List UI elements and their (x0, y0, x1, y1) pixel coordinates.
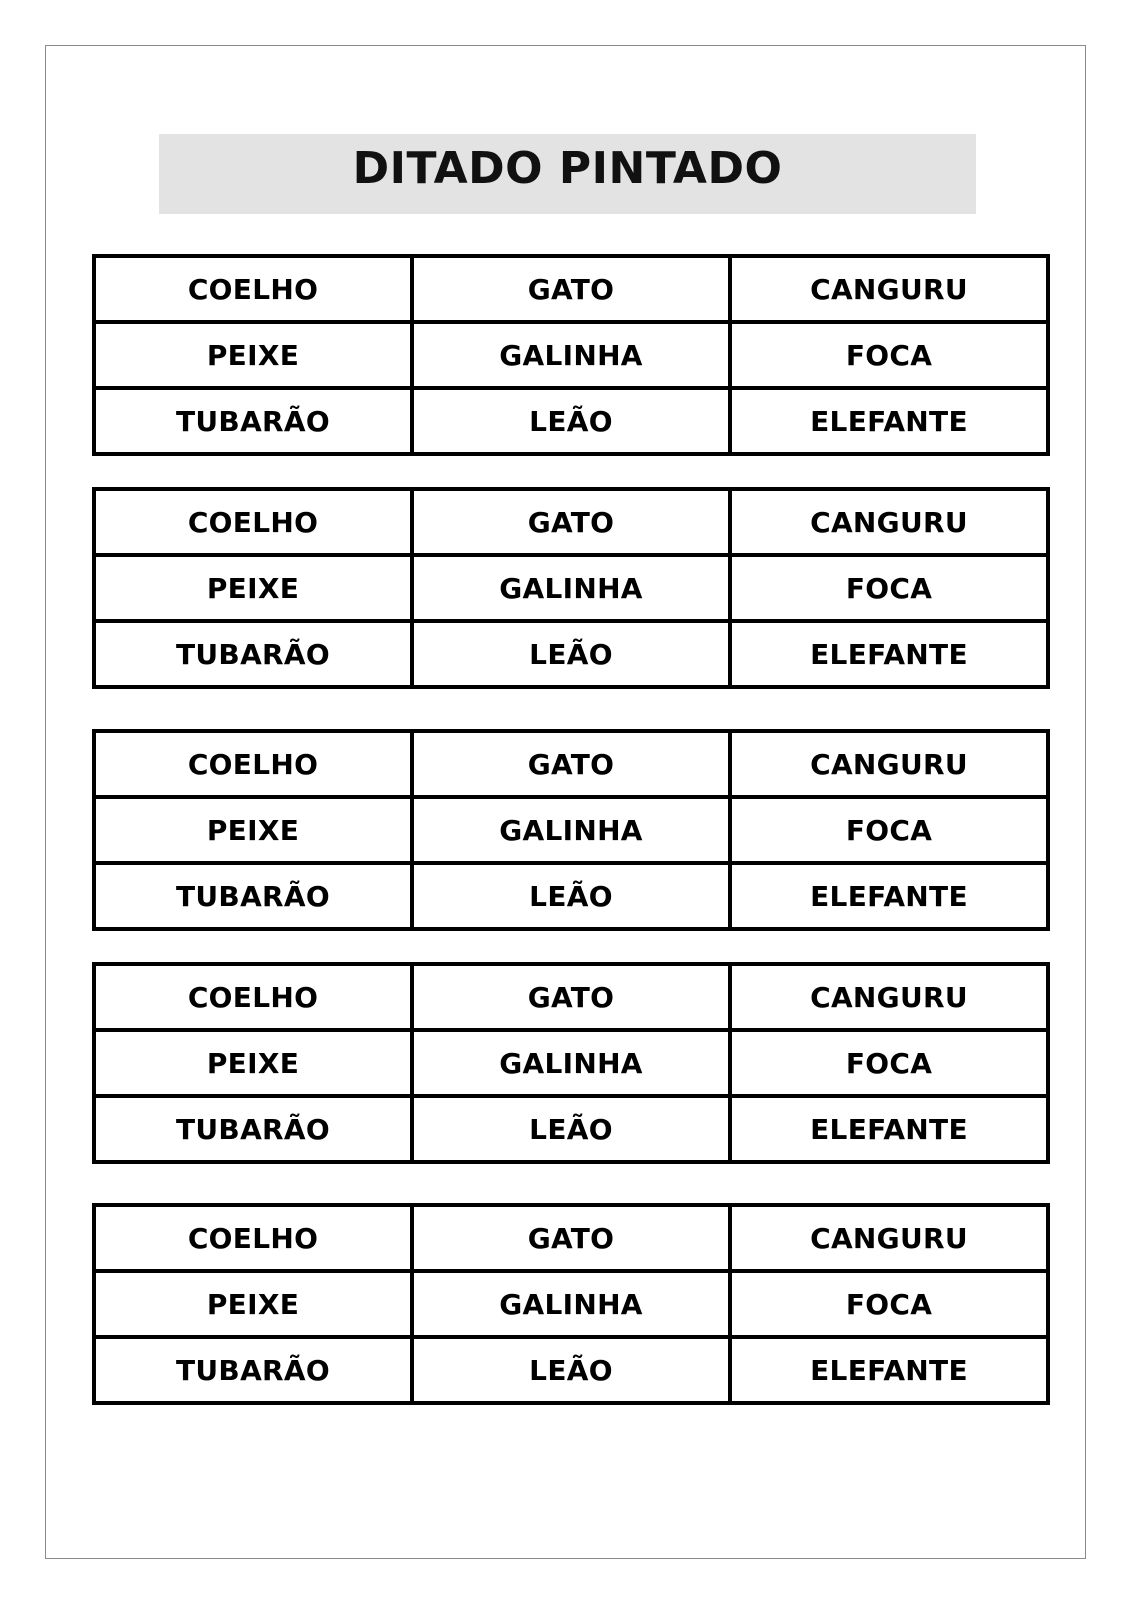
table-row (94, 388, 1048, 454)
page-title: DITADO PINTADO (352, 142, 783, 194)
word-cell: FOCA (730, 1271, 1048, 1337)
word-cell: GATO (412, 731, 730, 797)
table-row (94, 489, 1048, 555)
word-table-4 (92, 962, 1050, 1164)
table-row (94, 555, 1048, 621)
word-cell: FOCA (730, 1030, 1048, 1096)
word-cell: CANGURU (730, 489, 1048, 555)
word-cell: PEIXE (94, 322, 412, 388)
table-row (94, 1205, 1048, 1271)
table-row (94, 863, 1048, 929)
word-cell: LEÃO (412, 1337, 730, 1403)
word-cell: ELEFANTE (730, 1096, 1048, 1162)
word-cell: TUBARÃO (94, 863, 412, 929)
word-cell: FOCA (730, 555, 1048, 621)
word-cell: ELEFANTE (730, 621, 1048, 687)
word-table-1 (92, 254, 1050, 456)
table-row (94, 256, 1048, 322)
title-bar (159, 134, 976, 214)
word-cell: GATO (412, 489, 730, 555)
word-table-5 (92, 1203, 1050, 1405)
word-cell: PEIXE (94, 797, 412, 863)
word-cell: TUBARÃO (94, 621, 412, 687)
word-cell: TUBARÃO (94, 1096, 412, 1162)
word-cell: COELHO (94, 489, 412, 555)
word-cell: CANGURU (730, 731, 1048, 797)
word-cell: PEIXE (94, 555, 412, 621)
word-cell: GATO (412, 256, 730, 322)
word-cell: GALINHA (412, 797, 730, 863)
word-cell: CANGURU (730, 964, 1048, 1030)
word-cell: GALINHA (412, 555, 730, 621)
word-cell: TUBARÃO (94, 388, 412, 454)
table-row (94, 731, 1048, 797)
word-cell: COELHO (94, 964, 412, 1030)
word-cell: FOCA (730, 322, 1048, 388)
word-cell: ELEFANTE (730, 388, 1048, 454)
word-cell: PEIXE (94, 1271, 412, 1337)
word-cell: COELHO (94, 256, 412, 322)
word-cell: ELEFANTE (730, 863, 1048, 929)
word-cell: PEIXE (94, 1030, 412, 1096)
word-cell: CANGURU (730, 1205, 1048, 1271)
table-row (94, 1030, 1048, 1096)
word-cell: LEÃO (412, 863, 730, 929)
word-table-3 (92, 729, 1050, 931)
word-cell: CANGURU (730, 256, 1048, 322)
word-cell: GALINHA (412, 1271, 730, 1337)
word-cell: COELHO (94, 731, 412, 797)
word-table-2 (92, 487, 1050, 689)
word-cell: LEÃO (412, 388, 730, 454)
word-cell: TUBARÃO (94, 1337, 412, 1403)
table-row (94, 322, 1048, 388)
table-row (94, 1337, 1048, 1403)
table-row (94, 1271, 1048, 1337)
table-row (94, 1096, 1048, 1162)
word-cell: LEÃO (412, 621, 730, 687)
word-cell: GALINHA (412, 322, 730, 388)
table-row (94, 797, 1048, 863)
word-cell: FOCA (730, 797, 1048, 863)
table-row (94, 621, 1048, 687)
word-cell: LEÃO (412, 1096, 730, 1162)
word-cell: GATO (412, 1205, 730, 1271)
word-cell: GATO (412, 964, 730, 1030)
word-cell: ELEFANTE (730, 1337, 1048, 1403)
table-row (94, 964, 1048, 1030)
word-cell: COELHO (94, 1205, 412, 1271)
word-cell: GALINHA (412, 1030, 730, 1096)
